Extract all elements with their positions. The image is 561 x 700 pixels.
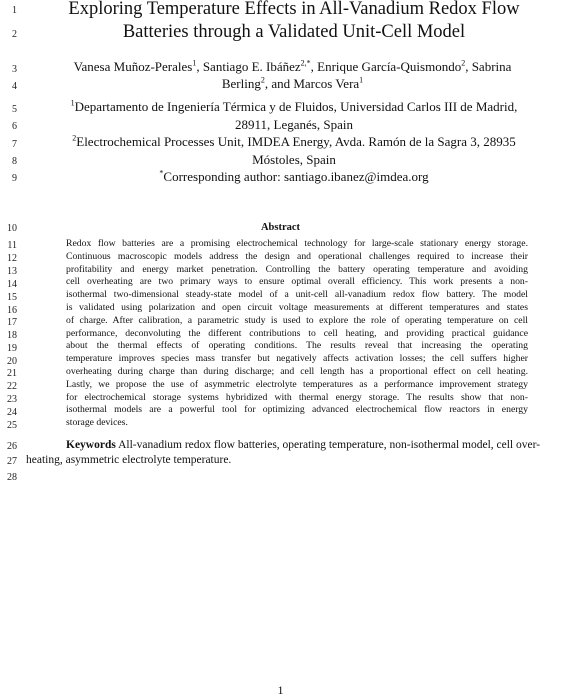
keywords-text: All-vanadium redox flow batteries, operating temperature, non-isothermal model, cell over- xyxy=(118,439,541,451)
abstract-heading: Abstract xyxy=(260,222,301,233)
abstract-line: temperature improves species mass transfer but negatively affects activation losses; the cell suffers higher xyxy=(66,353,528,365)
abstract-line: isothermal models are a powerful tool for optimizing advanced electrochemical flow reactors in energy xyxy=(66,404,528,416)
abstract-line: Lastly, we propose the use of asymmetric electrolyte temperatures as a performance improvement strategy xyxy=(66,378,528,390)
abstract-line: is validated using polarization and open circuit voltage measurements at different temperatures and states xyxy=(66,301,528,313)
author-name: , Enrique García-Quismondo xyxy=(310,59,462,74)
author-affil-mark: 1 xyxy=(359,75,364,85)
affiliation-2-cont: Móstoles, Spain xyxy=(252,151,336,167)
line-number: 18 xyxy=(7,330,17,341)
line-number: 12 xyxy=(7,253,17,264)
line-number: 4 xyxy=(12,81,17,92)
line-number: 7 xyxy=(12,139,17,150)
line-number: 8 xyxy=(12,156,17,167)
abstract-line: isothermal two-dimensional steady-state model of a unit-cell all-vanadium redox flow battery. The model xyxy=(66,289,528,301)
line-number: 6 xyxy=(12,121,17,132)
affil-mark: 2 xyxy=(72,133,77,143)
line-number: 15 xyxy=(7,292,17,303)
author-affil-mark: 2,* xyxy=(300,58,311,68)
abstract-body xyxy=(66,238,528,430)
abstract-line: Continuous macroscopic models address the design and operational challenges required to increase their xyxy=(66,250,528,262)
line-number: 20 xyxy=(7,356,17,367)
page-number: 1 xyxy=(277,683,284,697)
line-number: 14 xyxy=(7,279,17,290)
paper-title xyxy=(34,0,554,44)
author-name: , Santiago E. Ibáñez xyxy=(196,59,301,74)
line-number: 9 xyxy=(12,173,17,184)
line-number: 5 xyxy=(12,104,17,115)
line-number: 2 xyxy=(12,29,17,40)
keywords-label: Keywords xyxy=(66,439,116,451)
abstract-line: performance, deconvoluting the different contributions to cell heating, and providing practical guidance xyxy=(66,327,528,339)
affil-mark: 1 xyxy=(70,98,75,108)
title-line-1: Exploring Temperature Effects in All-Vanadium Redox Flow xyxy=(68,0,520,19)
line-number: 25 xyxy=(7,420,17,431)
line-number: 22 xyxy=(7,381,17,392)
abstract-line: Redox flow batteries are a promising electrochemical technology for large-scale stationary energy storage. xyxy=(66,238,528,249)
author-name: , Sabrina xyxy=(465,59,512,74)
line-number: 23 xyxy=(7,394,17,405)
line-number: 11 xyxy=(7,240,17,251)
line-number: 26 xyxy=(7,441,17,452)
line-number: 21 xyxy=(7,368,17,379)
line-number: 17 xyxy=(7,317,17,328)
corresponding-author: Corresponding author: santiago.ibanez@imdea.org xyxy=(163,169,429,184)
author-name: Berling xyxy=(221,76,261,91)
affiliation-1-cont: 28911, Leganés, Spain xyxy=(235,116,353,132)
abstract-line: of charge. After calibration, a parametric study is used to explore the role of operating temperature on cell xyxy=(66,314,528,326)
author-affil-mark: 1 xyxy=(192,58,197,68)
abstract-line: for electrochemical storage systems hybridized with thermal energy storage. The results show that non- xyxy=(66,391,528,403)
line-number: 16 xyxy=(7,305,17,316)
affiliation-2: Electrochemical Processes Unit, IMDEA Energy, Avda. Ramón de la Sagra 3, 28935 xyxy=(76,134,516,149)
abstract-line: storage devices. xyxy=(66,417,128,429)
line-number: 19 xyxy=(7,343,17,354)
abstract-line: profitability and energy market penetration. Controlling the battery operating temperature and avoiding xyxy=(66,263,528,275)
title-line-2: Batteries through a Validated Unit-Cell Model xyxy=(122,22,466,42)
abstract-line: cell overheating are two primary ways to ensure optimal overall efficiency. This work presents a non- xyxy=(66,276,528,288)
affiliation-1: Departamento de Ingeniería Térmica y de Fluidos, Universidad Carlos III de Madrid, xyxy=(74,99,518,114)
line-number: 3 xyxy=(12,64,17,75)
line-number: 28 xyxy=(7,472,17,483)
author-affil-mark: 2 xyxy=(260,75,265,85)
keywords-block xyxy=(26,438,556,468)
author-name: , and Marcos Vera xyxy=(264,76,360,91)
line-number: 24 xyxy=(7,407,17,418)
author-name: Vanesa Muñoz-Perales xyxy=(73,59,193,74)
corresponding-mark: * xyxy=(159,168,164,178)
keywords-text-cont: heating, asymmetric electrolyte temperature. xyxy=(26,454,232,466)
abstract-line: about the thermal effects of operating conditions. The results reveal that increasing the operating xyxy=(66,340,528,352)
affiliations xyxy=(34,98,554,186)
author-list xyxy=(40,58,545,92)
line-number: 27 xyxy=(7,456,17,467)
line-number: 10 xyxy=(7,223,17,234)
line-number: 1 xyxy=(12,5,17,16)
author-affil-mark: 2 xyxy=(461,58,466,68)
abstract-line: overheating during charge than during discharge; and cell length has a proportional effect on cell heating. xyxy=(66,365,528,377)
line-number: 13 xyxy=(7,266,17,277)
